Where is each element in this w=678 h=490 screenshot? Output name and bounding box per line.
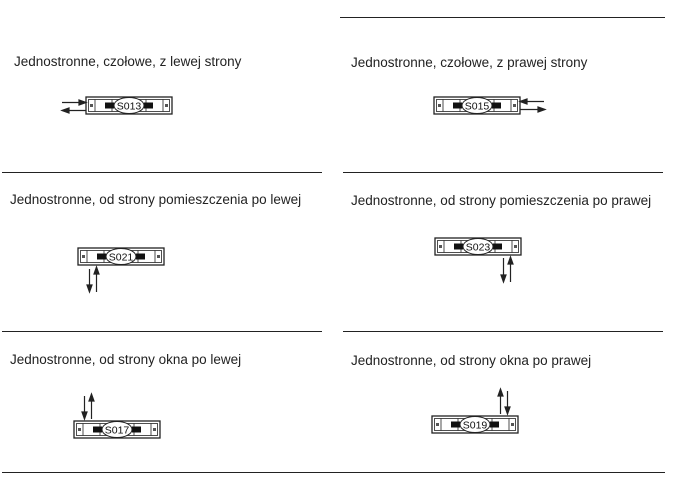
operating-arrows-s015 [520,99,545,112]
variant-title-s015: Jednostronne, czołowe, z prawej strony [351,55,588,70]
unit-code-s015: S015 [464,100,490,113]
window-unit-s013 [86,97,172,114]
variant-title-s021: Jednostronne, od strony pomieszczenia po lewej [10,192,302,207]
operating-arrows-s013 [62,100,86,113]
variant-title-s023: Jednostronne, od strony pomieszczenia po prawej [351,193,652,208]
operating-arrows-s021 [87,267,99,292]
variant-title-s019: Jednostronne, od strony okna po prawej [351,353,592,368]
unit-code-s013: S013 [116,100,142,113]
unit-code-s021: S021 [108,251,134,264]
variant-title-s017: Jednostronne, od strony okna po lewej [10,352,242,367]
unit-code-s023: S023 [465,241,491,254]
operating-arrows-s023 [501,257,513,282]
window-unit-s017 [74,421,160,438]
window-unit-s015 [434,97,520,114]
window-unit-s023 [435,238,521,255]
operating-arrows-s019 [498,389,510,414]
variant-title-s013: Jednostronne, czołowe, z lewej strony [14,54,242,69]
window-unit-s021 [78,248,164,265]
unit-code-s017: S017 [104,424,130,437]
window-unit-s019 [432,416,518,433]
unit-code-s019: S019 [462,419,488,432]
operating-arrows-s017 [82,394,94,419]
